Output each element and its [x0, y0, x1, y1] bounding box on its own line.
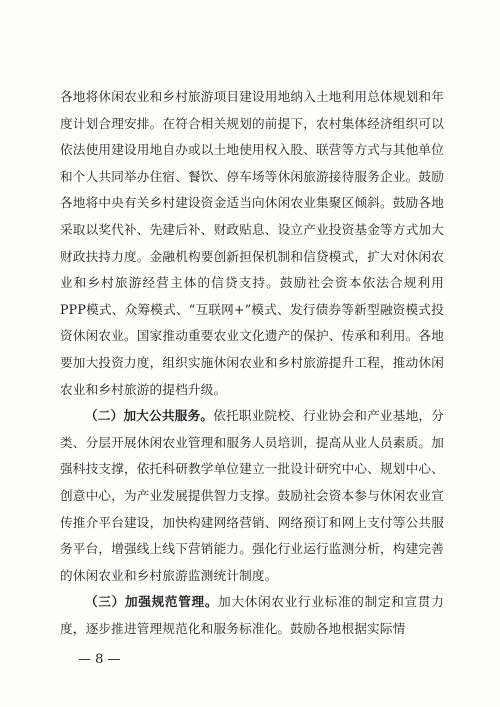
- section-heading: （二）加大公共服务。: [85, 408, 214, 424]
- paragraph-regulation: [60, 589, 444, 642]
- paragraph-continuation: [60, 84, 444, 403]
- page-number: — 8 —: [78, 652, 121, 667]
- body-text: [60, 84, 444, 642]
- paragraph-public-services: [60, 403, 444, 589]
- paragraph-text: 各地将休闲农业和乡村旅游项目建设用地纳入土地利用总体规划和年度计划合理安排。在符合相关规划的前提下，农村集体经济组织可以依法使用建设用地自办或以土地使用权入股、联营等方式与其他单位和个人共同举办住宿、餐饮、停车场等休闲旅游接待服务企业。鼓励各地将中央有关乡村建设资金适当向休闲农业集聚区倾斜。鼓励各地采取以奖代补、先建后补、财政贴息、设立产业投资基金等方式加大财政扶持力度。金融机构要创新担保机制和信贷模式，扩大对休闲农业和乡村旅游经营主体的信贷支持。鼓励社会资本依法合规利用PPP模式、众筹模式、“互联网+”模式、发行债券等新型融资模式投资休闲农业。国家推动重要农业文化遗产的保护、传承和利用。各地要加大投资力度，组织实施休闲农业和乡村旅游提升工程，推动休闲农业和乡村旅游的提档升级。: [60, 89, 444, 397]
- section-heading: （三）加强规范管理。: [85, 594, 219, 610]
- paragraph-text: 依托职业院校、行业协会和产业基地，分类、分层开展休闲农业管理和服务人员培训，提高从业人员素质。加强科技支撑，依托科研教学单位建立一批设计研究中心、规划中心、创意中心，为产业发展提供智力支撑。鼓励社会资本参与休闲农业宣传推介平台建设，加快构建网络营销、网络预订和网上支付等公共服务平台，增强线上线下营销能力。强化行业运行监测分析，构建完善的休闲农业和乡村旅游监测统计制度。: [60, 408, 445, 583]
- paragraph-text: 加大休闲农业行业标准的制定和宣贯力度，逐步推进管理规范化和服务标准化。鼓励各地根据实际情: [60, 594, 444, 636]
